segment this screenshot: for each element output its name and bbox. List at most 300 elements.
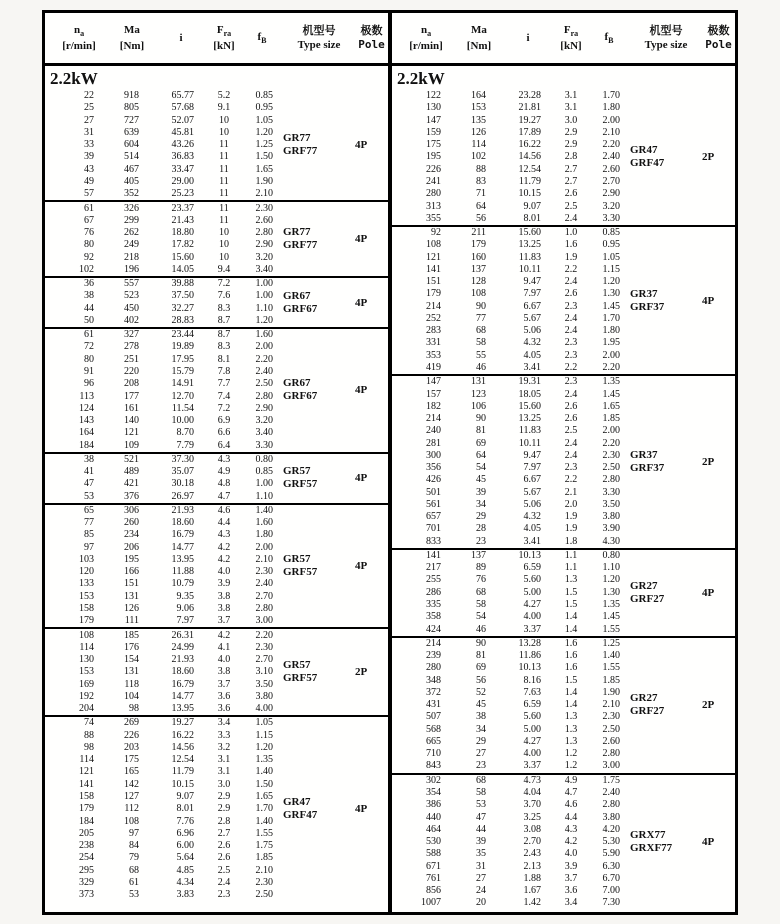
cell-na: 856 xyxy=(426,885,441,897)
cell-na: 43 xyxy=(84,163,94,175)
table-row xyxy=(49,815,283,827)
cell-fra: 11 xyxy=(219,163,229,175)
cell-fb: 1.55 xyxy=(602,623,620,635)
cell-fra: 8.3 xyxy=(217,341,231,353)
cell-fra: 3.1 xyxy=(564,102,578,114)
cell-i: 8.16 xyxy=(523,674,541,686)
cell-i: 3.37 xyxy=(523,623,541,635)
cell-na: 103 xyxy=(79,553,94,565)
type-size-line: GR47 xyxy=(283,796,311,809)
cell-fra: 2.4 xyxy=(564,388,578,400)
cell-fb: 2.60 xyxy=(255,214,273,226)
cell-ma: 79 xyxy=(129,852,139,864)
cell-i: 32.27 xyxy=(171,302,194,314)
cell-i: 11.54 xyxy=(171,402,194,414)
cell-i: 52.07 xyxy=(171,114,194,126)
cell-fb: 1.40 xyxy=(602,650,620,662)
cell-i: 9.47 xyxy=(523,449,541,461)
cell-fb: 1.05 xyxy=(602,251,620,263)
cell-ma: 208 xyxy=(124,378,139,390)
cell-fb: 1.50 xyxy=(255,778,273,790)
table-row xyxy=(396,164,630,176)
cell-na: 147 xyxy=(426,376,441,388)
cell-fb: 1.35 xyxy=(602,599,620,611)
header-service-factor: $f_B$ xyxy=(257,30,267,45)
cell-fra: 1.6 xyxy=(564,650,578,662)
cell-fb: 0.85 xyxy=(255,466,273,478)
cell-fb: 2.30 xyxy=(602,449,620,461)
table-row xyxy=(396,523,630,535)
cell-i: 14.77 xyxy=(171,541,194,553)
pole-label: 2P xyxy=(355,666,368,679)
cell-fb: 2.80 xyxy=(602,748,620,760)
cell-ma: 29 xyxy=(476,511,486,523)
table-row xyxy=(396,848,630,860)
cell-fra: 4.8 xyxy=(217,478,231,490)
cell-i: 19.89 xyxy=(171,341,194,353)
cell-fra: 1.1 xyxy=(564,549,578,561)
type-size-line: GR27 xyxy=(630,579,658,592)
cell-i: 13.28 xyxy=(518,637,541,649)
cell-na: 280 xyxy=(426,662,441,674)
type-size-line: GR57 xyxy=(283,553,311,566)
cell-fra: 2.9 xyxy=(564,139,578,151)
cell-na: 355 xyxy=(426,212,441,224)
cell-fra: 11 xyxy=(219,175,229,187)
cell-ma: 58 xyxy=(476,337,486,349)
cell-na: 141 xyxy=(79,778,94,790)
cell-na: 358 xyxy=(426,611,441,623)
cell-fb: 2.10 xyxy=(255,553,273,565)
cell-na: 255 xyxy=(426,574,441,586)
cell-i: 11.86 xyxy=(518,650,541,662)
cell-i: 5.06 xyxy=(523,498,541,510)
cell-fb: 2.20 xyxy=(602,139,620,151)
cell-fb: 1.70 xyxy=(602,312,620,324)
table-row xyxy=(396,499,630,511)
cell-fb: 3.80 xyxy=(602,811,620,823)
cell-fra: 3.8 xyxy=(217,590,231,602)
cell-fb: 2.20 xyxy=(602,437,620,449)
cell-na: 1007 xyxy=(421,897,441,909)
spec-block xyxy=(45,627,388,715)
cell-i: 8.01 xyxy=(176,803,194,815)
cell-i: 18.05 xyxy=(518,388,541,400)
table-row xyxy=(49,188,283,200)
table-row xyxy=(49,478,283,490)
table-row xyxy=(396,239,630,251)
header-speed: $n_a$ [r/min] xyxy=(62,23,96,53)
table-row xyxy=(396,638,630,650)
table-row xyxy=(49,828,283,840)
cell-na: 39 xyxy=(84,151,94,163)
spec-rows xyxy=(49,329,283,452)
cell-na: 373 xyxy=(79,889,94,901)
cell-fb: 3.50 xyxy=(255,678,273,690)
cell-fb: 2.30 xyxy=(602,711,620,723)
cell-na: 239 xyxy=(426,650,441,662)
cell-i: 25.23 xyxy=(171,188,194,200)
table-row xyxy=(396,425,630,437)
cell-fb: 2.00 xyxy=(602,349,620,361)
table-row xyxy=(49,239,283,251)
cell-i: 14.56 xyxy=(171,741,194,753)
table-row xyxy=(396,450,630,462)
cell-ma: 68 xyxy=(476,774,486,786)
cell-i: 21.93 xyxy=(171,504,194,516)
cell-na: 159 xyxy=(426,126,441,138)
cell-na: 76 xyxy=(84,227,94,239)
cell-ma: 140 xyxy=(124,415,139,427)
cell-fb: 2.80 xyxy=(255,227,273,239)
cell-na: 507 xyxy=(426,711,441,723)
table-row xyxy=(396,748,630,760)
cell-fra: 4.3 xyxy=(564,823,578,835)
cell-na: 329 xyxy=(79,876,94,888)
spec-rows xyxy=(396,550,630,636)
cell-ma: 137 xyxy=(471,263,486,275)
cell-na: 65 xyxy=(84,504,94,516)
type-size-line: GRF67 xyxy=(283,390,318,403)
cell-na: 124 xyxy=(79,402,94,414)
cell-ma: 39 xyxy=(476,836,486,848)
cell-ma: 84 xyxy=(129,840,139,852)
table-half-right xyxy=(392,13,735,912)
cell-i: 21.93 xyxy=(171,654,194,666)
cell-fb: 0.95 xyxy=(602,239,620,251)
spec-rows xyxy=(396,227,630,374)
cell-i: 10.15 xyxy=(171,778,194,790)
table-row xyxy=(49,127,283,139)
spec-rows xyxy=(49,202,283,276)
gear-motor-spec-table xyxy=(42,10,738,915)
cell-fra: 9.1 xyxy=(217,102,231,114)
cell-ma: 24 xyxy=(476,885,486,897)
cell-ma: 56 xyxy=(476,212,486,224)
cell-ma: 39 xyxy=(476,486,486,498)
type-size-line: GR57 xyxy=(283,659,311,672)
spec-blocks-right xyxy=(392,90,735,912)
cell-i: 10.13 xyxy=(518,662,541,674)
cell-na: 147 xyxy=(426,114,441,126)
table-row xyxy=(396,699,630,711)
cell-ma: 557 xyxy=(124,278,139,290)
spec-rows xyxy=(49,278,283,327)
cell-ma: 161 xyxy=(124,402,139,414)
header-type-size: 机型号 Type size xyxy=(644,23,688,51)
table-row xyxy=(49,102,283,114)
type-size-line: GRX77 xyxy=(630,829,666,842)
cell-ma: 165 xyxy=(124,766,139,778)
table-row xyxy=(49,278,283,290)
cell-fra: 7.8 xyxy=(217,365,231,377)
table-row xyxy=(396,176,630,188)
header-pole: 极数 Pole xyxy=(358,23,385,51)
cell-na: 49 xyxy=(84,175,94,187)
cell-fra: 2.3 xyxy=(564,337,578,349)
cell-i: 5.06 xyxy=(523,325,541,337)
cell-fb: 2.50 xyxy=(255,378,273,390)
table-row xyxy=(49,642,283,654)
cell-fb: 1.80 xyxy=(602,102,620,114)
table-row xyxy=(49,578,283,590)
cell-i: 4.32 xyxy=(523,337,541,349)
cell-fb: 2.10 xyxy=(602,699,620,711)
cell-ma: 376 xyxy=(124,490,139,502)
cell-na: 113 xyxy=(79,390,94,402)
cell-fra: 3.0 xyxy=(217,778,231,790)
cell-fra: 2.5 xyxy=(217,864,231,876)
cell-ma: 127 xyxy=(124,791,139,802)
spec-block xyxy=(45,276,388,327)
cell-i: 23.37 xyxy=(171,202,194,214)
table-row xyxy=(49,215,283,227)
cell-ma: 98 xyxy=(129,703,139,715)
type-size-line: GRF57 xyxy=(283,672,318,685)
cell-fb: 1.65 xyxy=(255,791,273,802)
cell-ma: 81 xyxy=(476,650,486,662)
cell-na: 205 xyxy=(79,827,94,839)
cell-ma: 153 xyxy=(471,102,486,114)
cell-fb: 1.65 xyxy=(602,400,620,412)
table-row xyxy=(49,505,283,517)
cell-i: 4.27 xyxy=(523,735,541,747)
cell-i: 6.67 xyxy=(523,300,541,312)
cell-ma: 97 xyxy=(129,827,139,839)
cell-na: 169 xyxy=(79,678,94,690)
cell-i: 3.41 xyxy=(523,535,541,547)
cell-ma: 71 xyxy=(476,188,486,200)
cell-fb: 1.15 xyxy=(255,729,273,741)
cell-i: 45.81 xyxy=(171,126,194,138)
cell-i: 1.88 xyxy=(523,872,541,884)
table-row xyxy=(49,202,283,214)
cell-fb: 1.20 xyxy=(602,574,620,586)
type-size-line: GR47 xyxy=(630,144,658,157)
cell-ma: 109 xyxy=(124,439,139,451)
cell-ma: 56 xyxy=(476,674,486,686)
table-row xyxy=(396,102,630,114)
cell-fb: 7.30 xyxy=(602,897,620,909)
cell-fb: 5.90 xyxy=(602,848,620,860)
cell-fb: 2.40 xyxy=(602,787,620,798)
pole-label: 4P xyxy=(702,836,715,849)
cell-i: 13.95 xyxy=(171,703,194,715)
cell-na: 179 xyxy=(79,615,94,627)
type-size-line: GR37 xyxy=(630,287,658,300)
cell-na: 153 xyxy=(79,590,94,602)
table-row xyxy=(396,711,630,723)
cell-fb: 1.00 xyxy=(255,290,273,302)
cell-fb: 1.20 xyxy=(255,126,273,138)
cell-na: 108 xyxy=(426,239,441,251)
cell-i: 5.67 xyxy=(523,486,541,498)
cell-i: 11.83 xyxy=(518,425,541,437)
table-row xyxy=(396,213,630,225)
cell-na: 130 xyxy=(79,654,94,666)
cell-fra: 9.4 xyxy=(217,263,231,275)
cell-ma: 108 xyxy=(124,815,139,827)
cell-i: 33.47 xyxy=(171,163,194,175)
cell-fra: 4.9 xyxy=(564,774,578,786)
cell-i: 7.63 xyxy=(523,686,541,698)
cell-fra: 7.7 xyxy=(217,378,231,390)
cell-na: 226 xyxy=(426,163,441,175)
cell-fra: 3.6 xyxy=(217,690,231,702)
cell-fb: 2.50 xyxy=(602,462,620,474)
type-size-label xyxy=(283,717,355,901)
pole-label: 4P xyxy=(355,233,368,246)
cell-fra: 2.7 xyxy=(217,827,231,839)
cell-ma: 521 xyxy=(124,453,139,465)
cell-na: 114 xyxy=(79,754,94,766)
cell-fb: 4.20 xyxy=(602,823,620,835)
cell-na: 254 xyxy=(79,852,94,864)
cell-fra: 10 xyxy=(219,227,229,239)
cell-fra: 1.3 xyxy=(564,574,578,586)
cell-na: 568 xyxy=(426,723,441,735)
cell-ma: 89 xyxy=(476,562,486,574)
cell-na: 91 xyxy=(84,365,94,377)
cell-fra: 2.3 xyxy=(564,462,578,474)
table-row xyxy=(49,378,283,390)
type-size-line: GRF37 xyxy=(630,461,665,474)
table-row xyxy=(396,860,630,872)
cell-ma: 118 xyxy=(124,678,139,690)
cell-fra: 3.6 xyxy=(217,703,231,715)
table-row xyxy=(49,864,283,876)
cell-ma: 196 xyxy=(124,263,139,275)
table-row xyxy=(396,724,630,736)
cell-na: 98 xyxy=(84,741,94,753)
cell-fra: 1.6 xyxy=(564,637,578,649)
cell-fb: 2.10 xyxy=(602,126,620,138)
cell-fb: 1.40 xyxy=(255,504,273,516)
type-size-line: GRF67 xyxy=(283,302,318,315)
table-row xyxy=(49,554,283,566)
cell-fra: 1.6 xyxy=(564,662,578,674)
cell-i: 11.79 xyxy=(171,766,194,778)
cell-fb: 1.00 xyxy=(255,478,273,490)
cell-fb: 3.10 xyxy=(255,666,273,678)
cell-i: 14.77 xyxy=(171,690,194,702)
cell-fra: 4.4 xyxy=(217,517,231,529)
cell-fb: 3.40 xyxy=(255,427,273,439)
cell-fra: 1.5 xyxy=(564,599,578,611)
cell-i: 9.07 xyxy=(523,200,541,212)
cell-i: 5.60 xyxy=(523,711,541,723)
column-header-row xyxy=(45,13,388,66)
cell-i: 6.67 xyxy=(523,474,541,486)
table-row xyxy=(49,791,283,803)
cell-fb: 1.45 xyxy=(602,300,620,312)
table-row xyxy=(396,787,630,799)
cell-fra: 7.2 xyxy=(217,402,231,414)
cell-i: 5.60 xyxy=(523,574,541,586)
cell-ma: 34 xyxy=(476,498,486,510)
cell-ma: 54 xyxy=(476,611,486,623)
cell-fb: 1.80 xyxy=(255,529,273,541)
cell-fb: 1.30 xyxy=(602,288,620,300)
type-size-line: GRF47 xyxy=(283,809,318,822)
cell-ma: 106 xyxy=(471,400,486,412)
table-row xyxy=(396,401,630,413)
cell-ma: 68 xyxy=(476,586,486,598)
cell-na: 440 xyxy=(426,811,441,823)
cell-fb: 0.85 xyxy=(602,227,620,239)
cell-ma: 131 xyxy=(124,666,139,678)
cell-fra: 3.7 xyxy=(217,678,231,690)
cell-i: 14.05 xyxy=(171,263,194,275)
table-row xyxy=(49,730,283,742)
cell-fb: 2.90 xyxy=(255,239,273,251)
table-row xyxy=(49,517,283,529)
cell-na: 424 xyxy=(426,623,441,635)
spec-rows xyxy=(49,717,283,901)
cell-i: 7.97 xyxy=(523,288,541,300)
table-row xyxy=(396,674,630,686)
table-row xyxy=(49,390,283,402)
cell-na: 108 xyxy=(79,629,94,641)
cell-i: 7.97 xyxy=(176,615,194,627)
type-size-label xyxy=(283,329,355,452)
table-half-left xyxy=(45,13,388,912)
cell-fra: 1.8 xyxy=(564,535,578,547)
cell-ma: 102 xyxy=(471,151,486,163)
cell-fra: 3.4 xyxy=(564,897,578,909)
type-size-label xyxy=(630,90,702,225)
cell-fb: 1.90 xyxy=(602,686,620,698)
cell-fb: 1.65 xyxy=(255,163,273,175)
table-row xyxy=(396,90,630,102)
spec-block xyxy=(392,225,735,374)
cell-na: 833 xyxy=(426,535,441,547)
cell-ma: 128 xyxy=(471,276,486,288)
cell-fb: 1.85 xyxy=(602,413,620,425)
cell-fra: 7.2 xyxy=(217,278,231,290)
cell-na: 72 xyxy=(84,341,94,353)
cell-i: 9.06 xyxy=(176,603,194,615)
cell-ma: 77 xyxy=(476,312,486,324)
table-row xyxy=(396,413,630,425)
cell-ma: 352 xyxy=(124,188,139,200)
spec-rows xyxy=(396,90,630,225)
cell-fra: 2.4 xyxy=(564,437,578,449)
header-radial-force: $F_{ra}$ [kN] xyxy=(560,23,582,53)
spec-block xyxy=(45,327,388,452)
cell-fb: 3.30 xyxy=(602,212,620,224)
cell-i: 7.79 xyxy=(176,439,194,451)
type-size-label xyxy=(630,775,702,910)
cell-ma: 262 xyxy=(124,227,139,239)
cell-fb: 7.00 xyxy=(602,885,620,897)
table-row xyxy=(396,811,630,823)
table-row xyxy=(396,200,630,212)
table-row xyxy=(396,362,630,374)
cell-ma: 45 xyxy=(476,474,486,486)
type-size-line: GR67 xyxy=(283,289,311,302)
cell-fb: 1.40 xyxy=(255,766,273,778)
cell-na: 657 xyxy=(426,511,441,523)
cell-fb: 3.00 xyxy=(255,615,273,627)
cell-ma: 123 xyxy=(471,388,486,400)
cell-na: 157 xyxy=(426,388,441,400)
cell-fra: 1.1 xyxy=(564,562,578,574)
column-header-row xyxy=(392,13,735,66)
pole-label: 4P xyxy=(355,384,368,397)
cell-fra: 2.0 xyxy=(564,498,578,510)
pole-label: 4P xyxy=(702,586,715,599)
